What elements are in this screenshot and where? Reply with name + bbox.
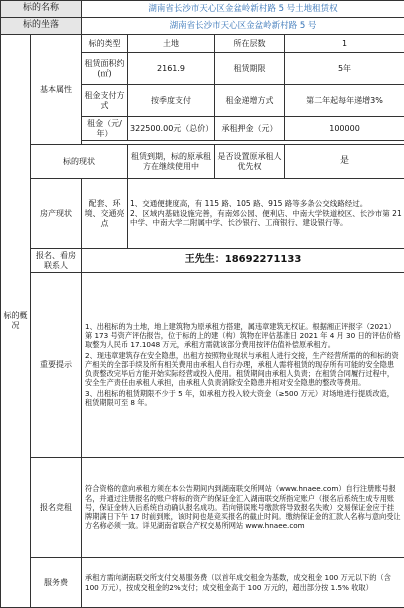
facilities-value: 1、交通便捷度高，有 115 路、105 路、915 路等多条公交线路经过。 2、区域内基础设施完善，有南郊公园、便利店、中南大学铁道校区、长沙市第 21 中学、中南大学二附属中学、长沙银行、工商银行、建设银行等。: [128, 179, 404, 249]
type-value: 土地: [128, 35, 215, 53]
note-2: 2、现违章建筑存在安全隐患，出租方按照物业现状与承租人进行交接，生产经营所需的的和标的资产相关的全部手续及所有相关费用由承租人自行办理，承租人需将租赁的现存所有可能的安全隐患负责整改完毕后方能开始实际经营或投入使用。租赁期间由承租人负责；在租赁合同履行过程中，安全生产责任由承租人承担，由承租人负责消除安全隐患并相对安全隐患的整改等费用。: [85, 350, 399, 388]
payment-value: 按季度支付: [128, 85, 215, 117]
increase-value: 第二年起每年递增3%: [285, 85, 404, 117]
signup-value: 符合资格的意向承租方须在本公告期间内到湖南联交所网站（www.hnaee.com）自行注册账号报名，并通过注册报名的账户将标的资产的保证金汇入湖南联交所指定账户（报名后系统生成专用账号，保证金转入后系统自动确认报名成功。若向错误账号缴款将导致报名失败）交易保证金应于挂牌期满日下午 17 时前到账，该时间也是竞买报名的截止时间。缴纳保证金的汇款人名称与意向受让方名称必须一致。详见湖南省联合产权交易所网站 www.hnaee.com: [82, 458, 404, 558]
term-label: 租赁期限: [215, 53, 285, 85]
area-label: 租赁面积约(㎡): [82, 53, 128, 85]
target-name-value: 湖南省长沙市天心区金盆岭新村路 5 号土地租赁权: [82, 1, 404, 18]
payment-label: 租金支付方式: [82, 85, 128, 117]
fee-label: 服务费: [31, 558, 82, 608]
facilities-label: 配套、环境、交通亮点: [82, 179, 128, 249]
notes-content: [82, 273, 404, 458]
priority-value: 是: [285, 145, 404, 179]
note-3: 3、出租标的租赁期限不少于 5 年，如承租方投入较大资金（≥500 万元）对场地进行提质改造，租赁期限可至 8 年。: [85, 388, 394, 407]
floor-value: 1: [285, 35, 404, 53]
status-value: 租赁到期，标的原承租方在继续使用中: [128, 145, 215, 179]
priority-label: 是否设置原承租人优先权: [215, 145, 285, 179]
overview-label: 标的概况: [1, 35, 31, 608]
contact-value: 王先生：18692271133: [82, 249, 404, 273]
floor-label: 所在层数: [215, 35, 285, 53]
target-name-label: 标的名称: [1, 1, 82, 18]
deposit-value: 100000: [285, 117, 404, 141]
housing-label: 房产现状: [31, 179, 82, 249]
rent-value: 322500.00元（总价）: [128, 117, 215, 141]
note-1: 1、出租标的为土地，地上建筑物为原承租方搭建，属违章建筑无权证。根据湘正评报字（2021）第 173 号资产评估报告，位于标的上的建（构）筑物在评估基准日 2021 年 4 月 30 日的评估价格取整为人民币 17.1048 万元，承租方需就该部分费用按评估值补偿原承租方。: [85, 322, 401, 350]
type-label: 标的类型: [82, 35, 128, 53]
notes-label: 重要提示: [31, 273, 82, 458]
contact-label: 报名、看房联系人: [31, 249, 82, 273]
signup-label: 报名竞租: [31, 458, 82, 558]
basic-attributes-label: 基本属性: [31, 35, 82, 145]
increase-label: 租金递增方式: [215, 85, 285, 117]
target-location-label: 标的坐落: [1, 18, 82, 35]
rent-label: 租金（元/年）: [82, 117, 128, 141]
deposit-label: 承租押金（元）: [215, 117, 285, 141]
area-value: 2161.9: [128, 53, 215, 85]
fee-value: 承租方需向湖南联交所支付交易服务费（以首年成交租金为基数，成交租金 100 万元以下的（含 100 万元），按成交租金的2%支付；成交租金高于 100 万元的，超出部分按 1.5% 收取）: [82, 558, 404, 608]
term-value: 5年: [285, 53, 404, 85]
target-location-value: 湖南省长沙市天心区金盆岭新村路 5 号: [82, 18, 404, 35]
status-label: 标的现状: [31, 145, 128, 179]
